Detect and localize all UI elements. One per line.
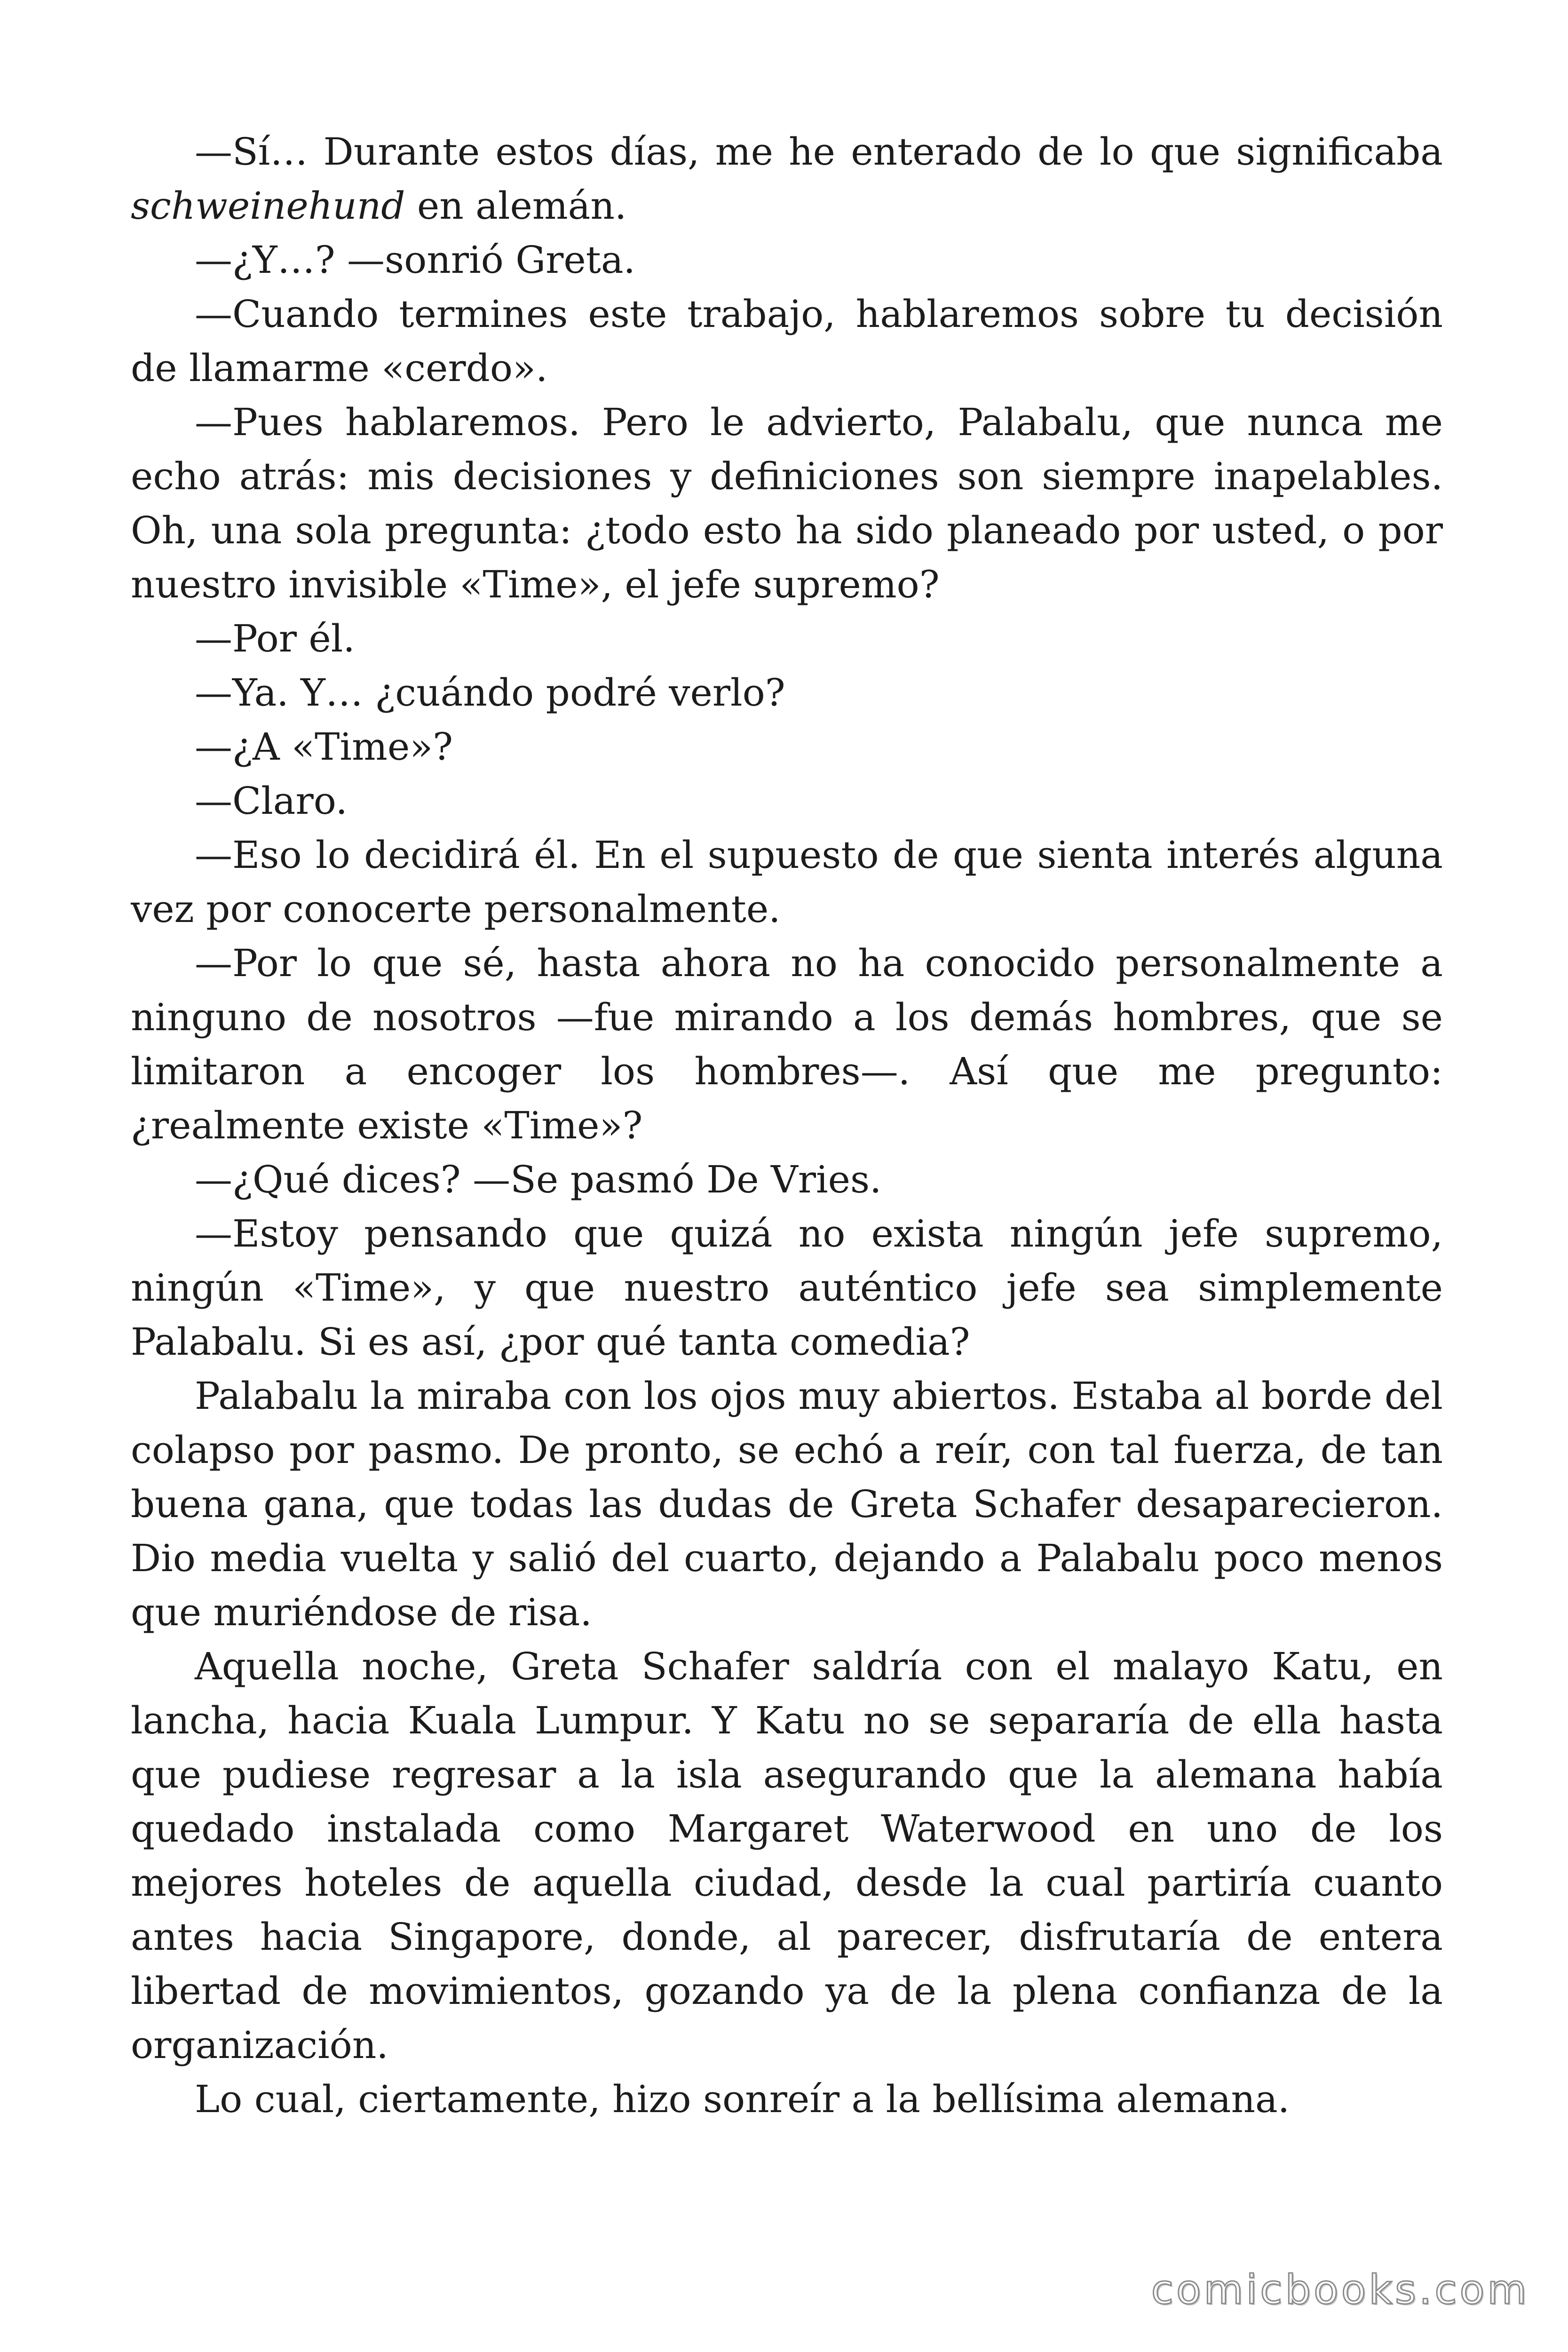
paragraph-text: —Por él.: [195, 617, 355, 660]
paragraph-text: —Por lo que sé, hasta ahora no ha conocido personalmente a ninguno de nosotros —fue mirando a los demás hombres, que se limitaron a encoger los hombres—. Así que me pregunto: ¿realmente existe «Time»?: [131, 941, 1443, 1147]
paragraph-text: —Estoy pensando que quizá no exista ningún jefe supremo, ningún «Time», y que nuestro auténtico jefe sea simplemente Palabalu. Si es así, ¿por qué tanta comedia?: [131, 1212, 1443, 1364]
paragraph-text: Palabalu la miraba con los ojos muy abiertos. Estaba al borde del colapso por pasmo. De pronto, se echó a reír, con tal fuerza, de tan buena gana, que todas las dudas de Greta Schafer desaparecieron. Dio media vuelta y salió del cuarto, dejando a Palabalu poco menos que muriéndose de risa.: [131, 1374, 1443, 1634]
paragraph-text: —¿Qué dices? —Se pasmó De Vries.: [195, 1158, 882, 1201]
paragraph: [131, 828, 1443, 936]
paragraph: [131, 395, 1443, 612]
paragraph: [131, 936, 1443, 1152]
paragraph-text: —Cuando termines este trabajo, hablaremos sobre tu decisión de llamarme «cerdo».: [131, 292, 1443, 390]
paragraph: [131, 1207, 1443, 1369]
paragraph: [131, 233, 1443, 287]
paragraph: [131, 125, 1443, 233]
paragraph-text: Lo cual, ciertamente, hizo sonreír a la bellísima alemana.: [195, 2077, 1290, 2121]
watermark-logo: comicbooks.com: [1151, 2266, 1529, 2313]
paragraph: [131, 1152, 1443, 1207]
paragraph: [131, 287, 1443, 395]
paragraph: [131, 720, 1443, 774]
paragraph: [131, 666, 1443, 720]
paragraph: [131, 2072, 1443, 2126]
paragraph-text: —Sí… Durante estos días, me he enterado de lo que significaba: [195, 130, 1443, 174]
paragraph-text: —¿Y…? —sonrió Greta.: [195, 238, 635, 282]
paragraph-text: —Ya. Y… ¿cuándo podré verlo?: [195, 671, 785, 715]
page-body-text: [131, 125, 1443, 2126]
paragraph-text: —Claro.: [195, 779, 348, 823]
paragraph: [131, 1369, 1443, 1639]
paragraph: [131, 774, 1443, 828]
paragraph: [131, 1639, 1443, 2072]
paragraph-text: en alemán.: [405, 184, 627, 228]
paragraph-text: Aquella noche, Greta Schafer saldría con el malayo Katu, en lancha, hacia Kuala Lumpur. Y Katu no se separaría de ella hasta que pudiese regresar a la isla asegurando que la alemana había quedado instalada como Margaret Waterwood en uno de los mejores hoteles de aquella ciudad, desde la cual partiría cuanto antes hacia Singapore, donde, al parecer, disfrutaría de entera libertad de movimientos, gozando ya de la plena confianza de la organización.: [131, 1645, 1443, 2067]
paragraph-text: —Pues hablaremos. Pero le advierto, Palabalu, que nunca me echo atrás: mis decisiones y definiciones son siempre inapelables. Oh, una sola pregunta: ¿todo esto ha sido planeado por usted, o por nuestro invisible «Time», el jefe supremo?: [131, 400, 1443, 606]
paragraph-text: —¿A «Time»?: [195, 725, 453, 769]
paragraph: [131, 612, 1443, 666]
paragraph-text: —Eso lo decidirá él. En el supuesto de que sienta interés alguna vez por conocerte personalmente.: [131, 833, 1443, 931]
paragraph-emphasis: schweinehund: [131, 184, 405, 228]
